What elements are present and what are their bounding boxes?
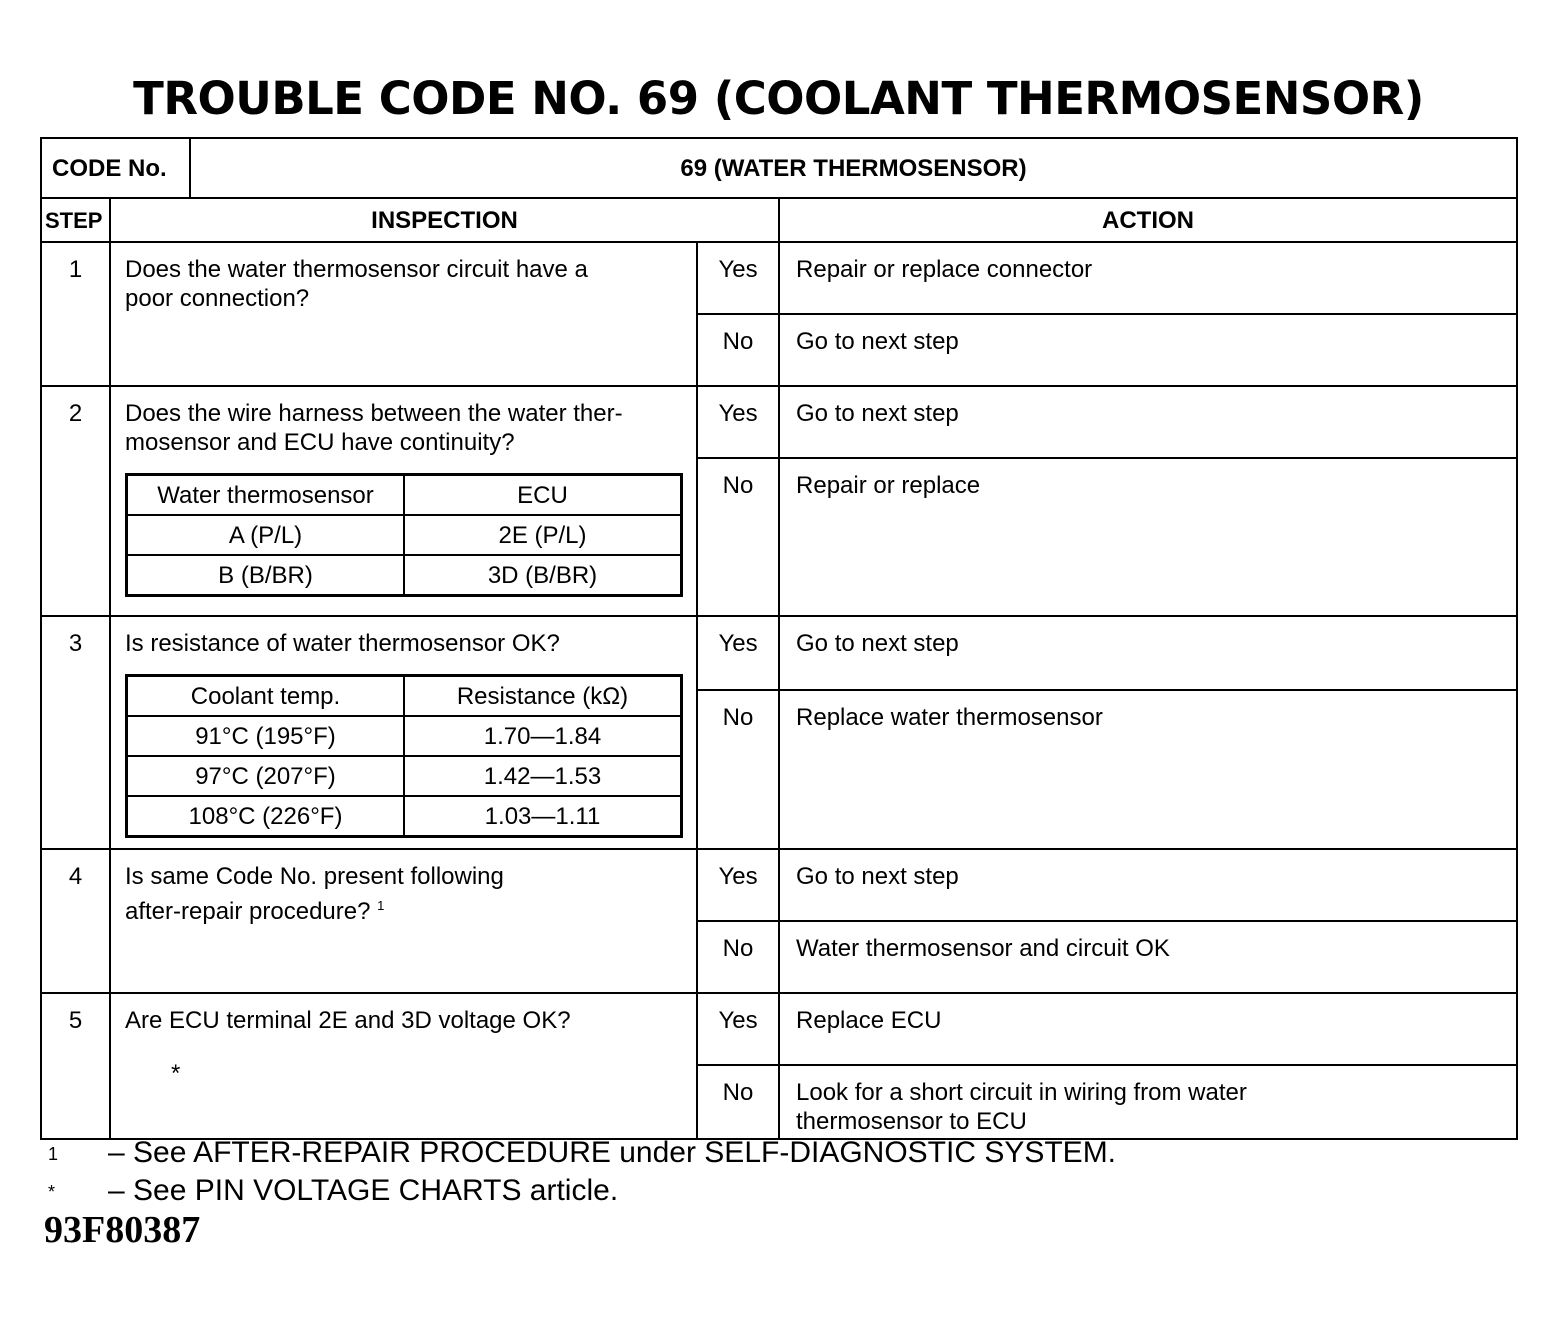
step-row xyxy=(41,849,1517,921)
action-header: ACTION xyxy=(779,198,1517,242)
inspection-header: INSPECTION xyxy=(110,198,779,242)
code-label: CODE No. xyxy=(41,138,190,198)
footnote-mark: * xyxy=(48,1181,56,1202)
inspection-text: Does the wire harness between the water ther-mosensor and ECU have continuity? xyxy=(125,400,623,456)
inspection-cell xyxy=(110,386,697,616)
sub-cell: 1.03—1.11 xyxy=(404,796,682,837)
no-action: Replace water thermosensor xyxy=(779,690,1517,849)
step-number: 4 xyxy=(41,849,110,993)
sub-header: ECU xyxy=(404,475,682,516)
step-number: 3 xyxy=(41,616,110,849)
yes-label: Yes xyxy=(697,849,779,921)
step-row xyxy=(41,993,1517,1065)
yes-action: Replace ECU xyxy=(779,993,1517,1065)
no-label: No xyxy=(697,458,779,616)
step-header: STEP xyxy=(41,198,110,242)
sub-cell: 108°C (226°F) xyxy=(127,796,405,837)
code-value: 69 (WATER THERMOSENSOR) xyxy=(190,138,1517,198)
sub-cell: 1.70—1.84 xyxy=(404,716,682,756)
footnote xyxy=(48,1174,618,1208)
no-action-text: Look for a short circuit in wiring from water thermosensor to ECU xyxy=(796,1079,1247,1135)
inspection-cell xyxy=(110,849,697,993)
yes-action: Go to next step xyxy=(779,849,1517,921)
inspection-text: Is same Code No. present following after-repair procedure? xyxy=(125,863,504,925)
yes-label: Yes xyxy=(697,242,779,314)
sub-cell: B (B/BR) xyxy=(127,555,405,596)
no-label: No xyxy=(697,1065,779,1139)
resistance-table xyxy=(125,674,683,838)
footnote-marker: 1 xyxy=(377,898,385,913)
inspection-cell xyxy=(110,242,697,386)
yes-label: Yes xyxy=(697,616,779,690)
figure-id: 93F80387 xyxy=(44,1209,201,1251)
sub-cell: 1.42—1.53 xyxy=(404,756,682,796)
sub-header: Coolant temp. xyxy=(127,676,405,717)
footnote xyxy=(48,1136,1116,1170)
no-action: Go to next step xyxy=(779,314,1517,386)
no-label: No xyxy=(697,314,779,386)
inspection-text: Is resistance of water thermosensor OK? xyxy=(125,630,560,657)
column-header-row xyxy=(41,198,1517,242)
sub-cell: 2E (P/L) xyxy=(404,515,682,555)
sub-header: Water thermosensor xyxy=(127,475,405,516)
step-number: 5 xyxy=(41,993,110,1139)
yes-action: Repair or replace connector xyxy=(779,242,1517,314)
step-number: 2 xyxy=(41,386,110,616)
trouble-code-table xyxy=(40,137,1518,1140)
step-number: 1 xyxy=(41,242,110,386)
no-label: No xyxy=(697,690,779,849)
inspection-cell xyxy=(110,993,697,1139)
sub-cell: 97°C (207°F) xyxy=(127,756,405,796)
inspection-text: Are ECU terminal 2E and 3D voltage OK? xyxy=(125,1007,571,1034)
inspection-cell xyxy=(110,616,697,849)
step-row xyxy=(41,242,1517,314)
sub-cell: 91°C (195°F) xyxy=(127,716,405,756)
code-header-row xyxy=(41,138,1517,198)
step-row xyxy=(41,616,1517,690)
sub-cell: 3D (B/BR) xyxy=(404,555,682,596)
yes-action: Go to next step xyxy=(779,386,1517,458)
footnote-mark: 1 xyxy=(48,1143,59,1164)
footnote-text: – See PIN VOLTAGE CHARTS article. xyxy=(108,1174,619,1207)
no-label: No xyxy=(697,921,779,993)
continuity-table xyxy=(125,473,683,597)
no-action: Repair or replace xyxy=(779,458,1517,616)
step-row xyxy=(41,386,1517,458)
footnote-text: – See AFTER-REPAIR PROCEDURE under SELF-DIAGNOSTIC SYSTEM. xyxy=(108,1136,1117,1169)
no-action xyxy=(779,1065,1517,1139)
yes-label: Yes xyxy=(697,386,779,458)
sub-cell: A (P/L) xyxy=(127,515,405,555)
inspection-text: Does the water thermosensor circuit have a poor connection? xyxy=(125,256,588,312)
yes-action: Go to next step xyxy=(779,616,1517,690)
no-action: Water thermosensor and circuit OK xyxy=(779,921,1517,993)
yes-label: Yes xyxy=(697,993,779,1065)
sub-header: Resistance (kΩ) xyxy=(404,676,682,717)
star-marker: * xyxy=(171,1060,181,1087)
page-title: TROUBLE CODE NO. 69 (COOLANT THERMOSENSOR) xyxy=(133,72,1424,125)
